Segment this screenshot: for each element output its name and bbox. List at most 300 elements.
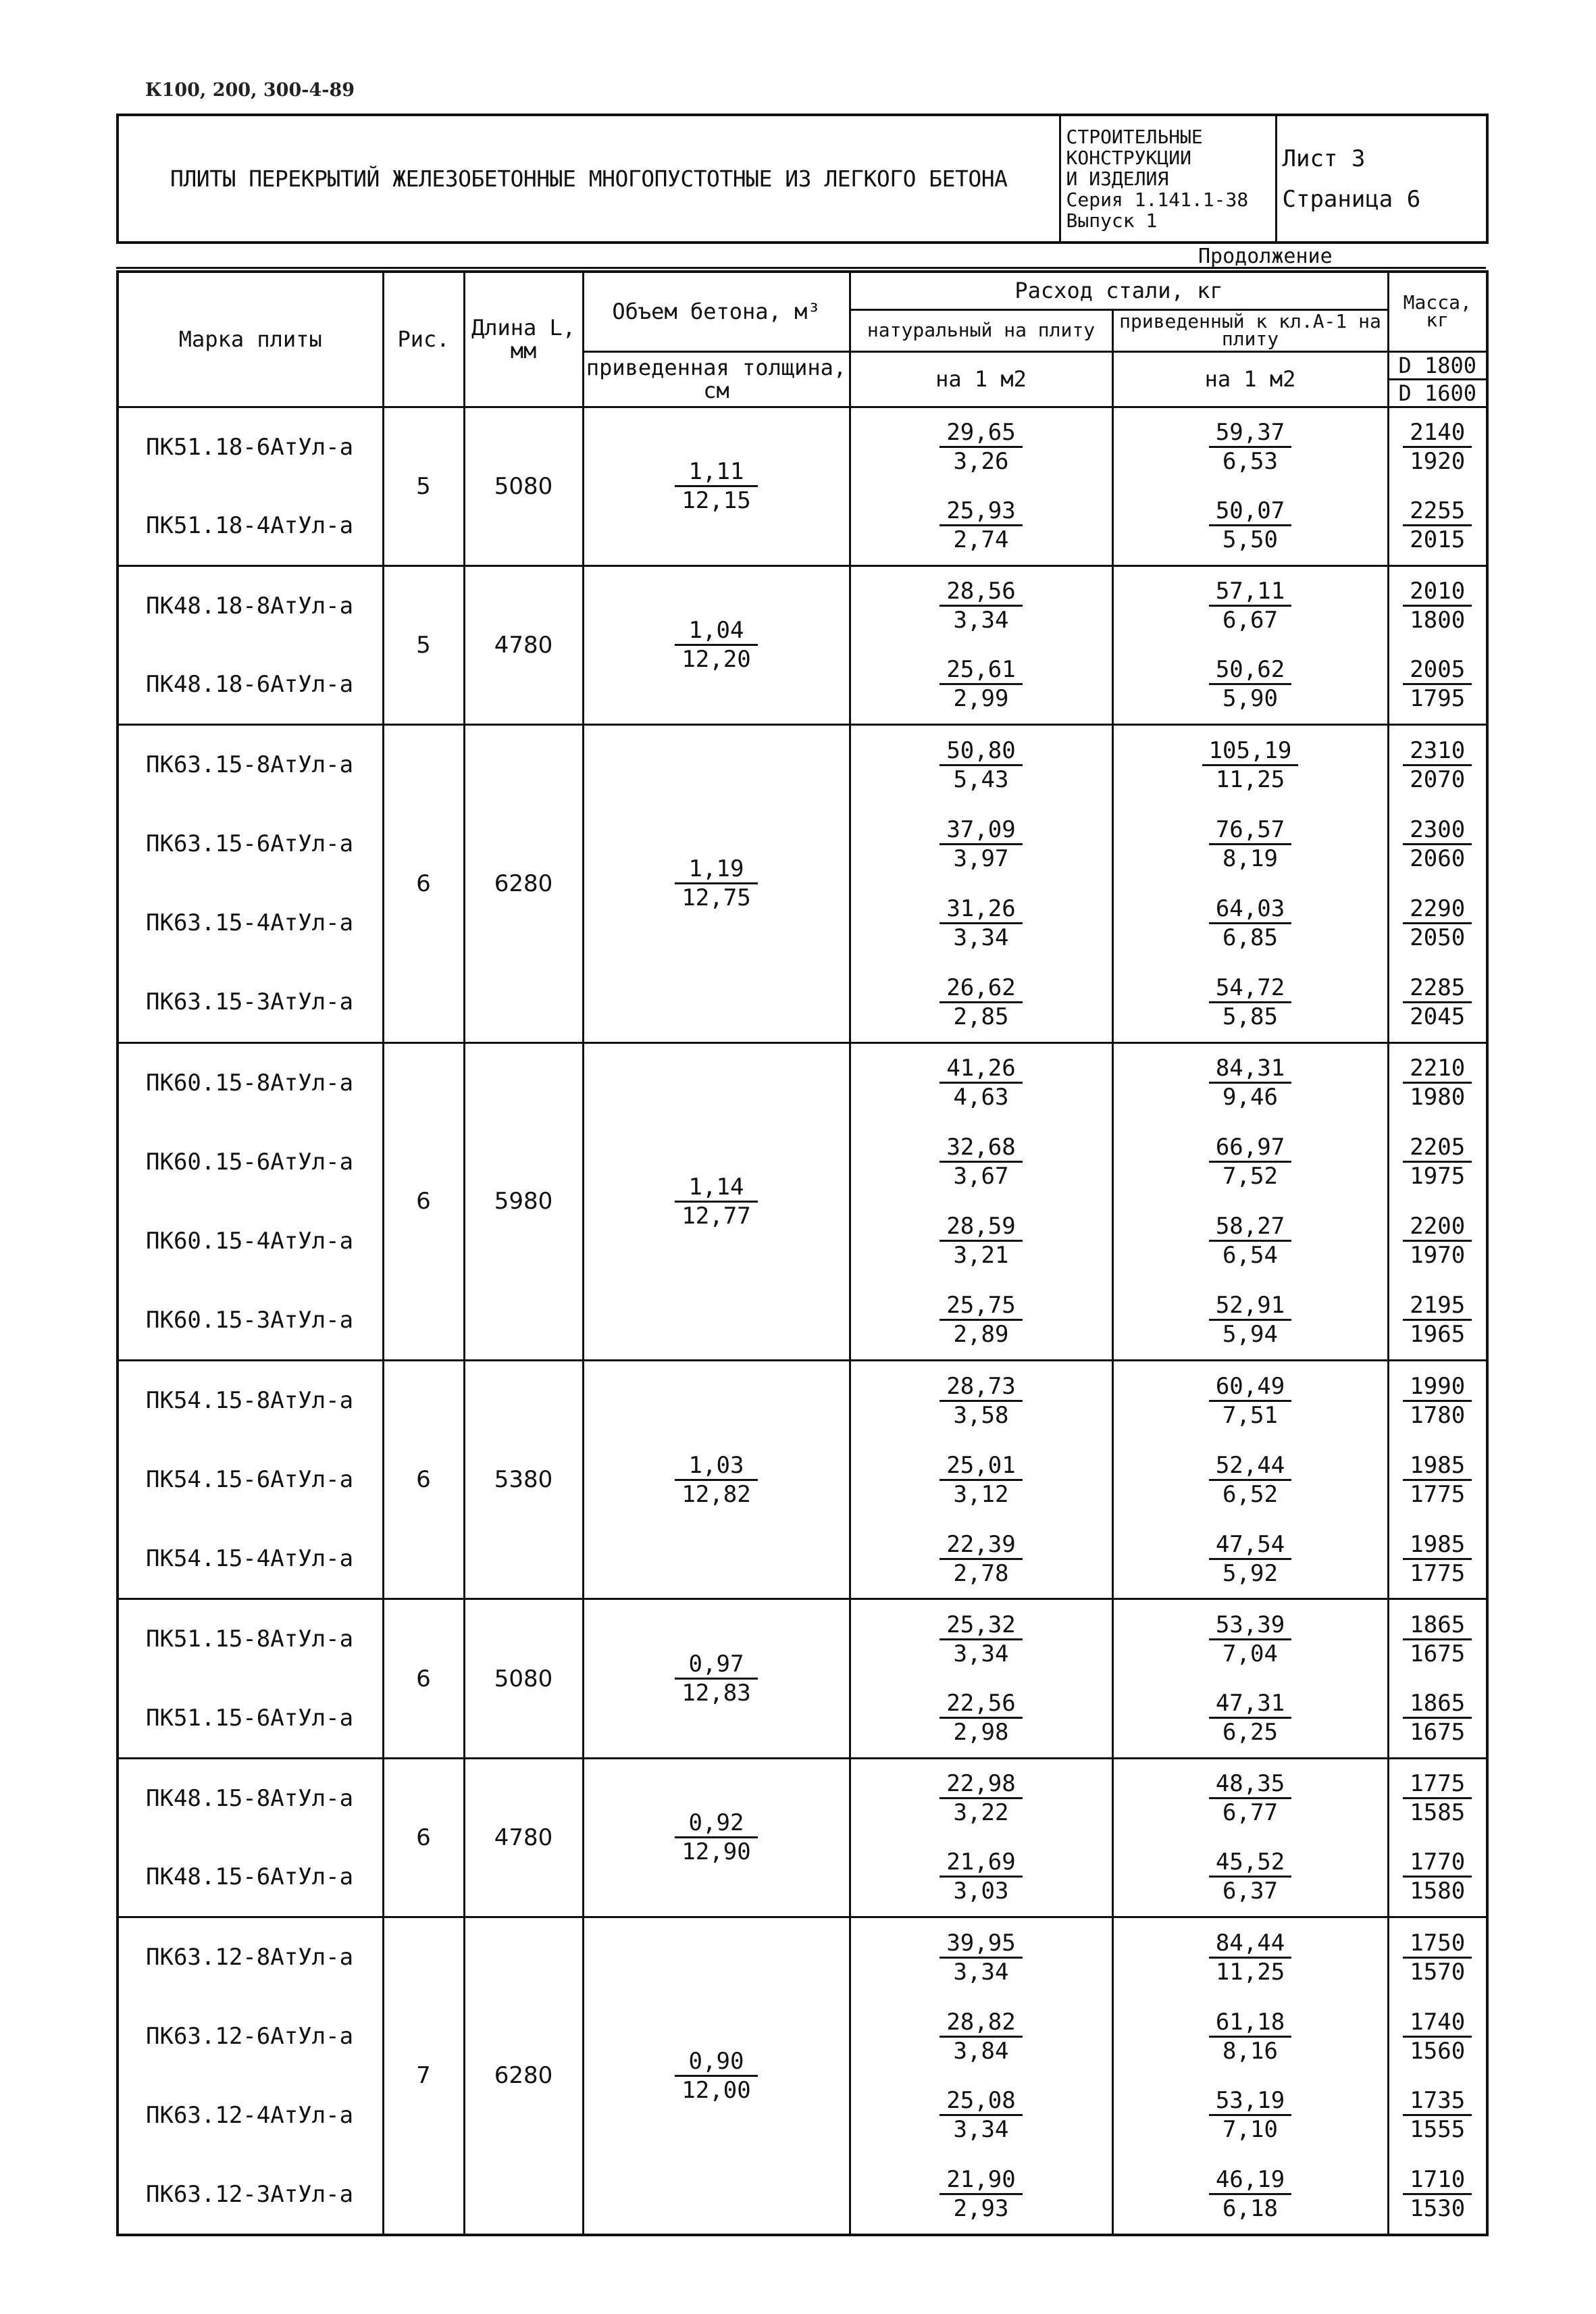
volume-fraction-value: 1,04 [675, 617, 757, 646]
plate-mark: ПК51.15-8АтУл-а [146, 1626, 354, 1653]
steel-natural-fraction-value: 41,26 [939, 1055, 1022, 1084]
mass-fraction-value: 1775 [1403, 1770, 1472, 1799]
steel-natural-fraction [939, 1930, 1022, 1986]
mass-fraction-per-m2: 1970 [1410, 1242, 1466, 1269]
mass-fraction [1403, 1930, 1472, 1986]
volume-fraction-value: 0,92 [675, 1809, 757, 1838]
title-block [116, 114, 1489, 244]
steel-reduced-fraction-per-m2: 6,85 [1222, 924, 1278, 951]
steel-reduced-fraction-value: 53,39 [1209, 1611, 1291, 1640]
plate-mass [1388, 407, 1487, 565]
volume-fraction-per-m2: 12,77 [681, 1202, 751, 1230]
mass-fraction-value: 1740 [1403, 2009, 1472, 2038]
steel-reduced-fraction-per-m2: 6,53 [1222, 448, 1278, 476]
steel-natural-fraction-per-m2: 5,43 [953, 765, 1009, 793]
concrete-volume [583, 407, 850, 565]
plate-marks [118, 1758, 383, 1917]
plate-length: 4780 [464, 1758, 583, 1917]
plate-group [118, 725, 1487, 1043]
mass-fraction-per-m2: 1585 [1410, 1799, 1466, 1827]
volume-fraction-per-m2: 12,20 [681, 646, 751, 674]
steel-reduced-fraction-value: 60,49 [1209, 1373, 1291, 1402]
mass-fraction-per-m2: 1775 [1410, 1559, 1466, 1587]
steel-reduced-fraction [1209, 1690, 1291, 1746]
plate-marks [118, 1361, 383, 1599]
steel-reduced-fraction-per-m2: 11,25 [1215, 1958, 1285, 1986]
steel-reduced-fraction-value: 61,18 [1209, 2009, 1291, 2038]
steel-reduced-fraction-value: 50,07 [1209, 497, 1291, 526]
steel-natural-fraction-value: 25,32 [939, 1611, 1022, 1640]
mass-fraction-value: 2310 [1403, 737, 1472, 766]
plate-mark: ПК51.18-6АтУл-а [146, 433, 354, 461]
steel-reduced-fraction [1209, 2087, 1291, 2143]
mass-fraction-value: 1985 [1403, 1531, 1472, 1560]
steel-reduced-fraction-per-m2: 6,52 [1222, 1480, 1278, 1508]
steel-reduced-fraction-value: 48,35 [1209, 1770, 1291, 1799]
steel-reduced-fraction-value: 50,62 [1209, 656, 1291, 685]
steel-reduced-fraction-value: 66,97 [1209, 1134, 1291, 1163]
figure-number: 6 [383, 725, 464, 1043]
mass-fraction [1403, 737, 1472, 793]
plate-mark: ПК51.18-4АтУл-а [146, 511, 354, 539]
mass-fraction-value: 1750 [1403, 1930, 1472, 1959]
steel-reduced [1112, 565, 1388, 724]
mass-fraction-value: 1770 [1403, 1848, 1472, 1878]
volume-fraction-per-m2: 12,75 [681, 884, 751, 912]
steel-natural-fraction-value: 21,90 [939, 2166, 1022, 2195]
plate-mark: ПК63.12-3АтУл-а [146, 2180, 354, 2208]
plate-mark: ПК63.15-3АтУл-а [146, 988, 354, 1016]
mass-fraction-value: 1865 [1403, 1611, 1472, 1640]
plate-marks [118, 725, 383, 1043]
mass-fraction-value: 1985 [1403, 1452, 1472, 1481]
steel-natural-fraction [939, 1770, 1022, 1826]
mass-fraction [1403, 1055, 1472, 1111]
plate-marks [118, 1599, 383, 1758]
mass-fraction [1403, 2087, 1472, 2143]
steel-natural [850, 725, 1112, 1043]
mass-fraction-value: 2255 [1403, 497, 1472, 526]
volume-fraction [675, 855, 757, 911]
steel-reduced-fraction [1209, 1213, 1291, 1269]
plate-mass [1388, 1917, 1487, 2235]
steel-natural-fraction [939, 974, 1022, 1030]
figure-number: 7 [383, 1917, 464, 2235]
mass-fraction [1403, 2009, 1472, 2065]
mass-fraction [1403, 1452, 1472, 1508]
plate-mass [1388, 565, 1487, 724]
mass-fraction-per-m2: 1555 [1410, 2116, 1466, 2144]
steel-reduced-fraction-value: 52,44 [1209, 1452, 1291, 1481]
plate-mark: ПК48.15-6АтУл-а [146, 1863, 354, 1890]
figure-number: 6 [383, 1042, 464, 1361]
mass-fraction-per-m2: 1780 [1410, 1401, 1466, 1429]
mass-fraction-per-m2: 1980 [1410, 1084, 1466, 1111]
steel-reduced-fraction [1209, 1292, 1291, 1348]
steel-reduced-fraction-value: 53,19 [1209, 2087, 1291, 2116]
plate-marks [118, 565, 383, 724]
col-mass-d-header [1388, 351, 1487, 407]
steel-natural-fraction-value: 50,80 [939, 737, 1022, 766]
steel-natural [850, 565, 1112, 724]
steel-natural-fraction-per-m2: 3,34 [953, 2116, 1009, 2144]
volume-fraction [675, 1809, 757, 1865]
volume-fraction-per-m2: 12,82 [681, 1480, 751, 1508]
steel-reduced-fraction-per-m2: 7,10 [1222, 2116, 1278, 2144]
volume-fraction-value: 1,11 [675, 458, 757, 487]
steel-reduced [1112, 1361, 1388, 1599]
steel-natural-fraction-per-m2: 2,85 [953, 1003, 1009, 1030]
series-block [1060, 115, 1276, 243]
mass-fraction [1403, 1770, 1472, 1826]
steel-natural-fraction-value: 22,98 [939, 1770, 1022, 1799]
concrete-volume [583, 1361, 850, 1599]
steel-natural-fraction [939, 737, 1022, 793]
steel-natural-fraction [939, 2087, 1022, 2143]
plate-length: 6280 [464, 1917, 583, 2235]
plate-mass [1388, 725, 1487, 1043]
steel-reduced-fraction [1209, 1452, 1291, 1508]
steel-reduced-fraction [1209, 1770, 1291, 1826]
concrete-volume [583, 565, 850, 724]
steel-reduced-fraction [1209, 2166, 1291, 2222]
figure-number: 5 [383, 407, 464, 565]
plate-mark: ПК48.15-8АтУл-а [146, 1784, 354, 1812]
steel-reduced-fraction-per-m2: 5,90 [1222, 685, 1278, 713]
steel-natural-fraction [939, 656, 1022, 712]
steel-reduced-fraction-per-m2: 7,52 [1222, 1163, 1278, 1190]
mass-fraction-per-m2: 1570 [1410, 1958, 1466, 1986]
steel-natural-fraction-value: 25,01 [939, 1452, 1022, 1481]
mass-fraction-per-m2: 1560 [1410, 2037, 1466, 2065]
steel-reduced [1112, 725, 1388, 1043]
plate-mark: ПК48.18-8АтУл-а [146, 592, 354, 620]
steel-reduced-fraction [1209, 974, 1291, 1030]
steel-reduced-fraction-value: 84,31 [1209, 1055, 1291, 1084]
continuation-label: Продолжение [1198, 245, 1333, 268]
sheet-number: Лист 3 [1282, 145, 1366, 172]
mass-fraction-value: 2285 [1403, 974, 1472, 1003]
steel-reduced-fraction-value: 57,11 [1209, 578, 1291, 607]
series-line: Выпуск 1 [1066, 209, 1158, 232]
steel-natural-fraction-per-m2: 3,22 [953, 1799, 1009, 1827]
steel-reduced [1112, 1599, 1388, 1758]
col-mark-header: Марка плиты [118, 272, 383, 407]
steel-reduced-fraction-per-m2: 11,25 [1215, 765, 1285, 793]
mass-fraction-per-m2: 1965 [1410, 1321, 1466, 1349]
steel-natural-fraction-per-m2: 3,12 [953, 1480, 1009, 1508]
continuation-rule [116, 267, 1486, 269]
steel-natural-fraction-per-m2: 4,63 [953, 1084, 1009, 1111]
steel-natural-fraction-value: 21,69 [939, 1848, 1022, 1878]
mass-fraction [1403, 497, 1472, 553]
col-reduced-header: приведенный к кл.А-1 на плиту [1112, 309, 1388, 351]
plate-mark: ПК60.15-3АтУл-а [146, 1306, 354, 1334]
series-line: И ИЗДЕЛИЯ [1066, 168, 1169, 190]
steel-natural-fraction-per-m2: 3,03 [953, 1878, 1009, 1905]
table-row [118, 1042, 1487, 1361]
plate-mark: ПК63.15-8АтУл-а [146, 751, 354, 779]
col-natural-m2-header: на 1 м2 [850, 351, 1112, 407]
plate-group [118, 565, 1487, 724]
mass-fraction [1403, 578, 1472, 634]
volume-fraction-per-m2: 12,00 [681, 2076, 751, 2104]
col-reduced-m2-header: на 1 м2 [1112, 351, 1388, 407]
concrete-volume [583, 1917, 850, 2235]
mass-fraction [1403, 2166, 1472, 2222]
steel-reduced [1112, 1042, 1388, 1361]
plate-mass [1388, 1599, 1487, 1758]
mass-fraction-per-m2: 1580 [1410, 1878, 1466, 1905]
document-stamp: К100, 200, 300-4-89 [145, 80, 355, 101]
steel-reduced [1112, 1758, 1388, 1917]
steel-natural-fraction-per-m2: 2,89 [953, 1321, 1009, 1349]
mass-fraction-per-m2: 1775 [1410, 1480, 1466, 1508]
table-row [118, 1599, 1487, 1758]
steel-reduced-fraction-per-m2: 7,04 [1222, 1640, 1278, 1667]
volume-fraction-value: 1,14 [675, 1174, 757, 1203]
volume-fraction [675, 458, 757, 514]
plate-length: 5380 [464, 1361, 583, 1599]
mass-fraction-value: 1990 [1403, 1373, 1472, 1402]
figure-number: 5 [383, 565, 464, 724]
mass-fraction-value: 2005 [1403, 656, 1472, 685]
table-row [118, 1361, 1487, 1599]
plate-length: 5980 [464, 1042, 583, 1361]
steel-reduced-fraction-per-m2: 8,16 [1222, 2037, 1278, 2065]
steel-natural-fraction-per-m2: 3,34 [953, 1958, 1009, 1986]
mass-fraction-value: 2140 [1403, 419, 1472, 448]
steel-natural-fraction-value: 28,82 [939, 2009, 1022, 2038]
plate-marks [118, 1042, 383, 1361]
steel-natural-fraction-per-m2: 2,78 [953, 1559, 1009, 1587]
plate-group [118, 407, 1487, 565]
steel-natural-fraction-per-m2: 3,34 [953, 607, 1009, 634]
plate-mark: ПК63.12-4АтУл-а [146, 2101, 354, 2129]
steel-natural-fraction [939, 1848, 1022, 1905]
mass-fraction-value: 1865 [1403, 1690, 1472, 1719]
steel-natural-fraction-value: 37,09 [939, 816, 1022, 845]
plate-mark: ПК51.15-6АтУл-а [146, 1704, 354, 1732]
plate-mark: ПК54.15-8АтУл-а [146, 1387, 354, 1415]
steel-natural-fraction-value: 31,26 [939, 895, 1022, 924]
steel-natural-fraction-per-m2: 2,98 [953, 1719, 1009, 1746]
steel-natural-fraction [939, 895, 1022, 951]
col-thickness-header: приведенная толщина, см [583, 351, 850, 407]
steel-natural-fraction [939, 1134, 1022, 1190]
series-line: Серия 1.141.1-38 [1066, 188, 1249, 211]
steel-natural-fraction-value: 25,75 [939, 1292, 1022, 1321]
volume-fraction-per-m2: 12,15 [681, 487, 751, 515]
steel-reduced-fraction-value: 47,31 [1209, 1690, 1291, 1719]
mass-fraction-per-m2: 1795 [1410, 685, 1466, 713]
steel-natural-fraction-value: 25,93 [939, 497, 1022, 526]
steel-reduced-fraction-value: 54,72 [1209, 974, 1291, 1003]
mass-fraction-per-m2: 1920 [1410, 448, 1466, 476]
plate-length: 5080 [464, 1599, 583, 1758]
steel-natural-fraction [939, 1531, 1022, 1587]
plate-length: 5080 [464, 407, 583, 565]
steel-natural-fraction-per-m2: 3,67 [953, 1163, 1009, 1190]
steel-natural-fraction-value: 26,62 [939, 974, 1022, 1003]
mass-fraction [1403, 1848, 1472, 1905]
steel-reduced-fraction [1209, 1373, 1291, 1429]
mass-fraction-value: 1735 [1403, 2087, 1472, 2116]
steel-reduced-fraction [1209, 419, 1291, 475]
plate-group [118, 1599, 1487, 1758]
steel-natural [850, 1917, 1112, 2235]
plate-marks [118, 1917, 383, 2235]
mass-fraction-value: 2300 [1403, 816, 1472, 845]
plate-group [118, 1042, 1487, 1361]
plate-mass [1388, 1042, 1487, 1361]
volume-fraction-value: 1,19 [675, 855, 757, 884]
steel-natural [850, 407, 1112, 565]
figure-number: 6 [383, 1599, 464, 1758]
steel-natural-fraction-value: 22,56 [939, 1690, 1022, 1719]
page-number: Страница 6 [1282, 185, 1421, 213]
steel-reduced-fraction [1209, 1611, 1291, 1667]
table-row [118, 1758, 1487, 1917]
concrete-volume [583, 1042, 850, 1361]
steel-reduced-fraction-value: 46,19 [1209, 2166, 1291, 2195]
mass-d1600: D 1600 [1398, 380, 1477, 406]
table-row [118, 565, 1487, 724]
steel-natural-fraction [939, 419, 1022, 475]
steel-natural-fraction-value: 28,59 [939, 1213, 1022, 1242]
steel-reduced-fraction [1209, 2009, 1291, 2065]
steel-natural-fraction-per-m2: 3,58 [953, 1401, 1009, 1429]
steel-natural-fraction [939, 1292, 1022, 1348]
plate-mass [1388, 1361, 1487, 1599]
steel-natural-fraction-per-m2: 2,74 [953, 526, 1009, 554]
concrete-volume [583, 1758, 850, 1917]
data-table [116, 270, 1489, 2236]
figure-number: 6 [383, 1758, 464, 1917]
concrete-volume [583, 725, 850, 1043]
mass-fraction [1403, 1213, 1472, 1269]
steel-reduced-fraction-per-m2: 9,46 [1222, 1084, 1278, 1111]
plate-mark: ПК54.15-4АтУл-а [146, 1545, 354, 1573]
mass-fraction [1403, 1134, 1472, 1190]
mass-fraction-value: 2205 [1403, 1134, 1472, 1163]
steel-natural [850, 1361, 1112, 1599]
volume-fraction-value: 0,97 [675, 1651, 757, 1680]
mass-fraction-value: 2195 [1403, 1292, 1472, 1321]
mass-fraction-per-m2: 1530 [1410, 2195, 1466, 2223]
steel-natural-fraction-per-m2: 3,84 [953, 2037, 1009, 2065]
plate-mark: ПК60.15-4АтУл-а [146, 1227, 354, 1255]
plate-group [118, 1758, 1487, 1917]
mass-fraction-value: 2210 [1403, 1055, 1472, 1084]
volume-fraction [675, 1651, 757, 1707]
steel-reduced-fraction [1209, 1848, 1291, 1905]
mass-fraction-per-m2: 1675 [1410, 1640, 1466, 1667]
plate-mark: ПК63.15-4АтУл-а [146, 909, 354, 937]
mass-fraction-per-m2: 2060 [1410, 845, 1466, 872]
mass-fraction-value: 2290 [1403, 895, 1472, 924]
mass-fraction [1403, 816, 1472, 872]
steel-natural-fraction-value: 39,95 [939, 1930, 1022, 1959]
steel-natural-fraction [939, 2166, 1022, 2222]
mass-fraction [1403, 1292, 1472, 1348]
plate-length: 4780 [464, 565, 583, 724]
mass-fraction [1403, 656, 1472, 712]
steel-reduced-fraction [1209, 1930, 1291, 1986]
steel-natural-fraction [939, 1690, 1022, 1746]
mass-fraction-value: 2200 [1403, 1213, 1472, 1242]
figure-number: 6 [383, 1361, 464, 1599]
mass-fraction [1403, 895, 1472, 951]
steel-reduced-fraction-value: 58,27 [1209, 1213, 1291, 1242]
mass-fraction-per-m2: 1675 [1410, 1719, 1466, 1746]
steel-natural [850, 1758, 1112, 1917]
table-header [118, 272, 1487, 407]
steel-reduced-fraction [1209, 656, 1291, 712]
plate-mark: ПК63.12-8АтУл-а [146, 1944, 354, 1971]
col-volume-header: Объем бетона, м³ [583, 272, 850, 351]
steel-reduced-fraction-value: 76,57 [1209, 816, 1291, 845]
mass-fraction-per-m2: 1800 [1410, 607, 1466, 634]
steel-natural-fraction-per-m2: 2,93 [953, 2195, 1009, 2223]
steel-natural-fraction-per-m2: 3,21 [953, 1242, 1009, 1269]
mass-fraction [1403, 1611, 1472, 1667]
steel-reduced-fraction-per-m2: 8,19 [1222, 845, 1278, 872]
steel-natural-fraction-value: 28,73 [939, 1373, 1022, 1402]
steel-reduced-fraction-per-m2: 6,18 [1222, 2195, 1278, 2223]
mass-fraction-per-m2: 2015 [1410, 526, 1466, 554]
steel-reduced-fraction [1209, 816, 1291, 872]
steel-natural-fraction [939, 497, 1022, 553]
steel-natural [850, 1042, 1112, 1361]
steel-natural-fraction [939, 1213, 1022, 1269]
plate-group [118, 1361, 1487, 1599]
mass-fraction [1403, 1373, 1472, 1429]
steel-natural-fraction-per-m2: 2,99 [953, 685, 1009, 713]
steel-reduced-fraction [1209, 1531, 1291, 1587]
series-line: СТРОИТЕЛЬНЫЕ [1066, 126, 1203, 148]
mass-d1800: D 1800 [1389, 353, 1487, 380]
steel-reduced-fraction-value: 52,91 [1209, 1292, 1291, 1321]
concrete-volume [583, 1599, 850, 1758]
steel-reduced [1112, 1917, 1388, 2235]
col-fig-header: Рис. [383, 272, 464, 407]
steel-natural-fraction-value: 25,08 [939, 2087, 1022, 2116]
col-steel-header: Расход стали, кг [850, 272, 1388, 309]
steel-natural-fraction [939, 1611, 1022, 1667]
steel-reduced-fraction [1209, 1134, 1291, 1190]
steel-reduced-fraction-per-m2: 6,67 [1222, 607, 1278, 634]
steel-natural-fraction-per-m2: 3,34 [953, 1640, 1009, 1667]
mass-fraction [1403, 419, 1472, 475]
mass-fraction-value: 2010 [1403, 578, 1472, 607]
plate-mark: ПК54.15-6АтУл-а [146, 1466, 354, 1494]
mass-fraction-per-m2: 1975 [1410, 1163, 1466, 1190]
steel-natural-fraction [939, 1055, 1022, 1111]
volume-fraction [675, 2048, 757, 2104]
plate-mark: ПК60.15-6АтУл-а [146, 1148, 354, 1176]
plate-mark: ПК63.12-6АтУл-а [146, 2023, 354, 2051]
plate-mass [1388, 1758, 1487, 1917]
steel-reduced-fraction-per-m2: 7,51 [1222, 1401, 1278, 1429]
table-row [118, 725, 1487, 1043]
steel-reduced-fraction-per-m2: 5,85 [1222, 1003, 1278, 1030]
mass-fraction-value: 1710 [1403, 2166, 1472, 2195]
mass-fraction [1403, 1690, 1472, 1746]
steel-natural [850, 1599, 1112, 1758]
volume-fraction [675, 1174, 757, 1230]
steel-natural-fraction-value: 29,65 [939, 419, 1022, 448]
